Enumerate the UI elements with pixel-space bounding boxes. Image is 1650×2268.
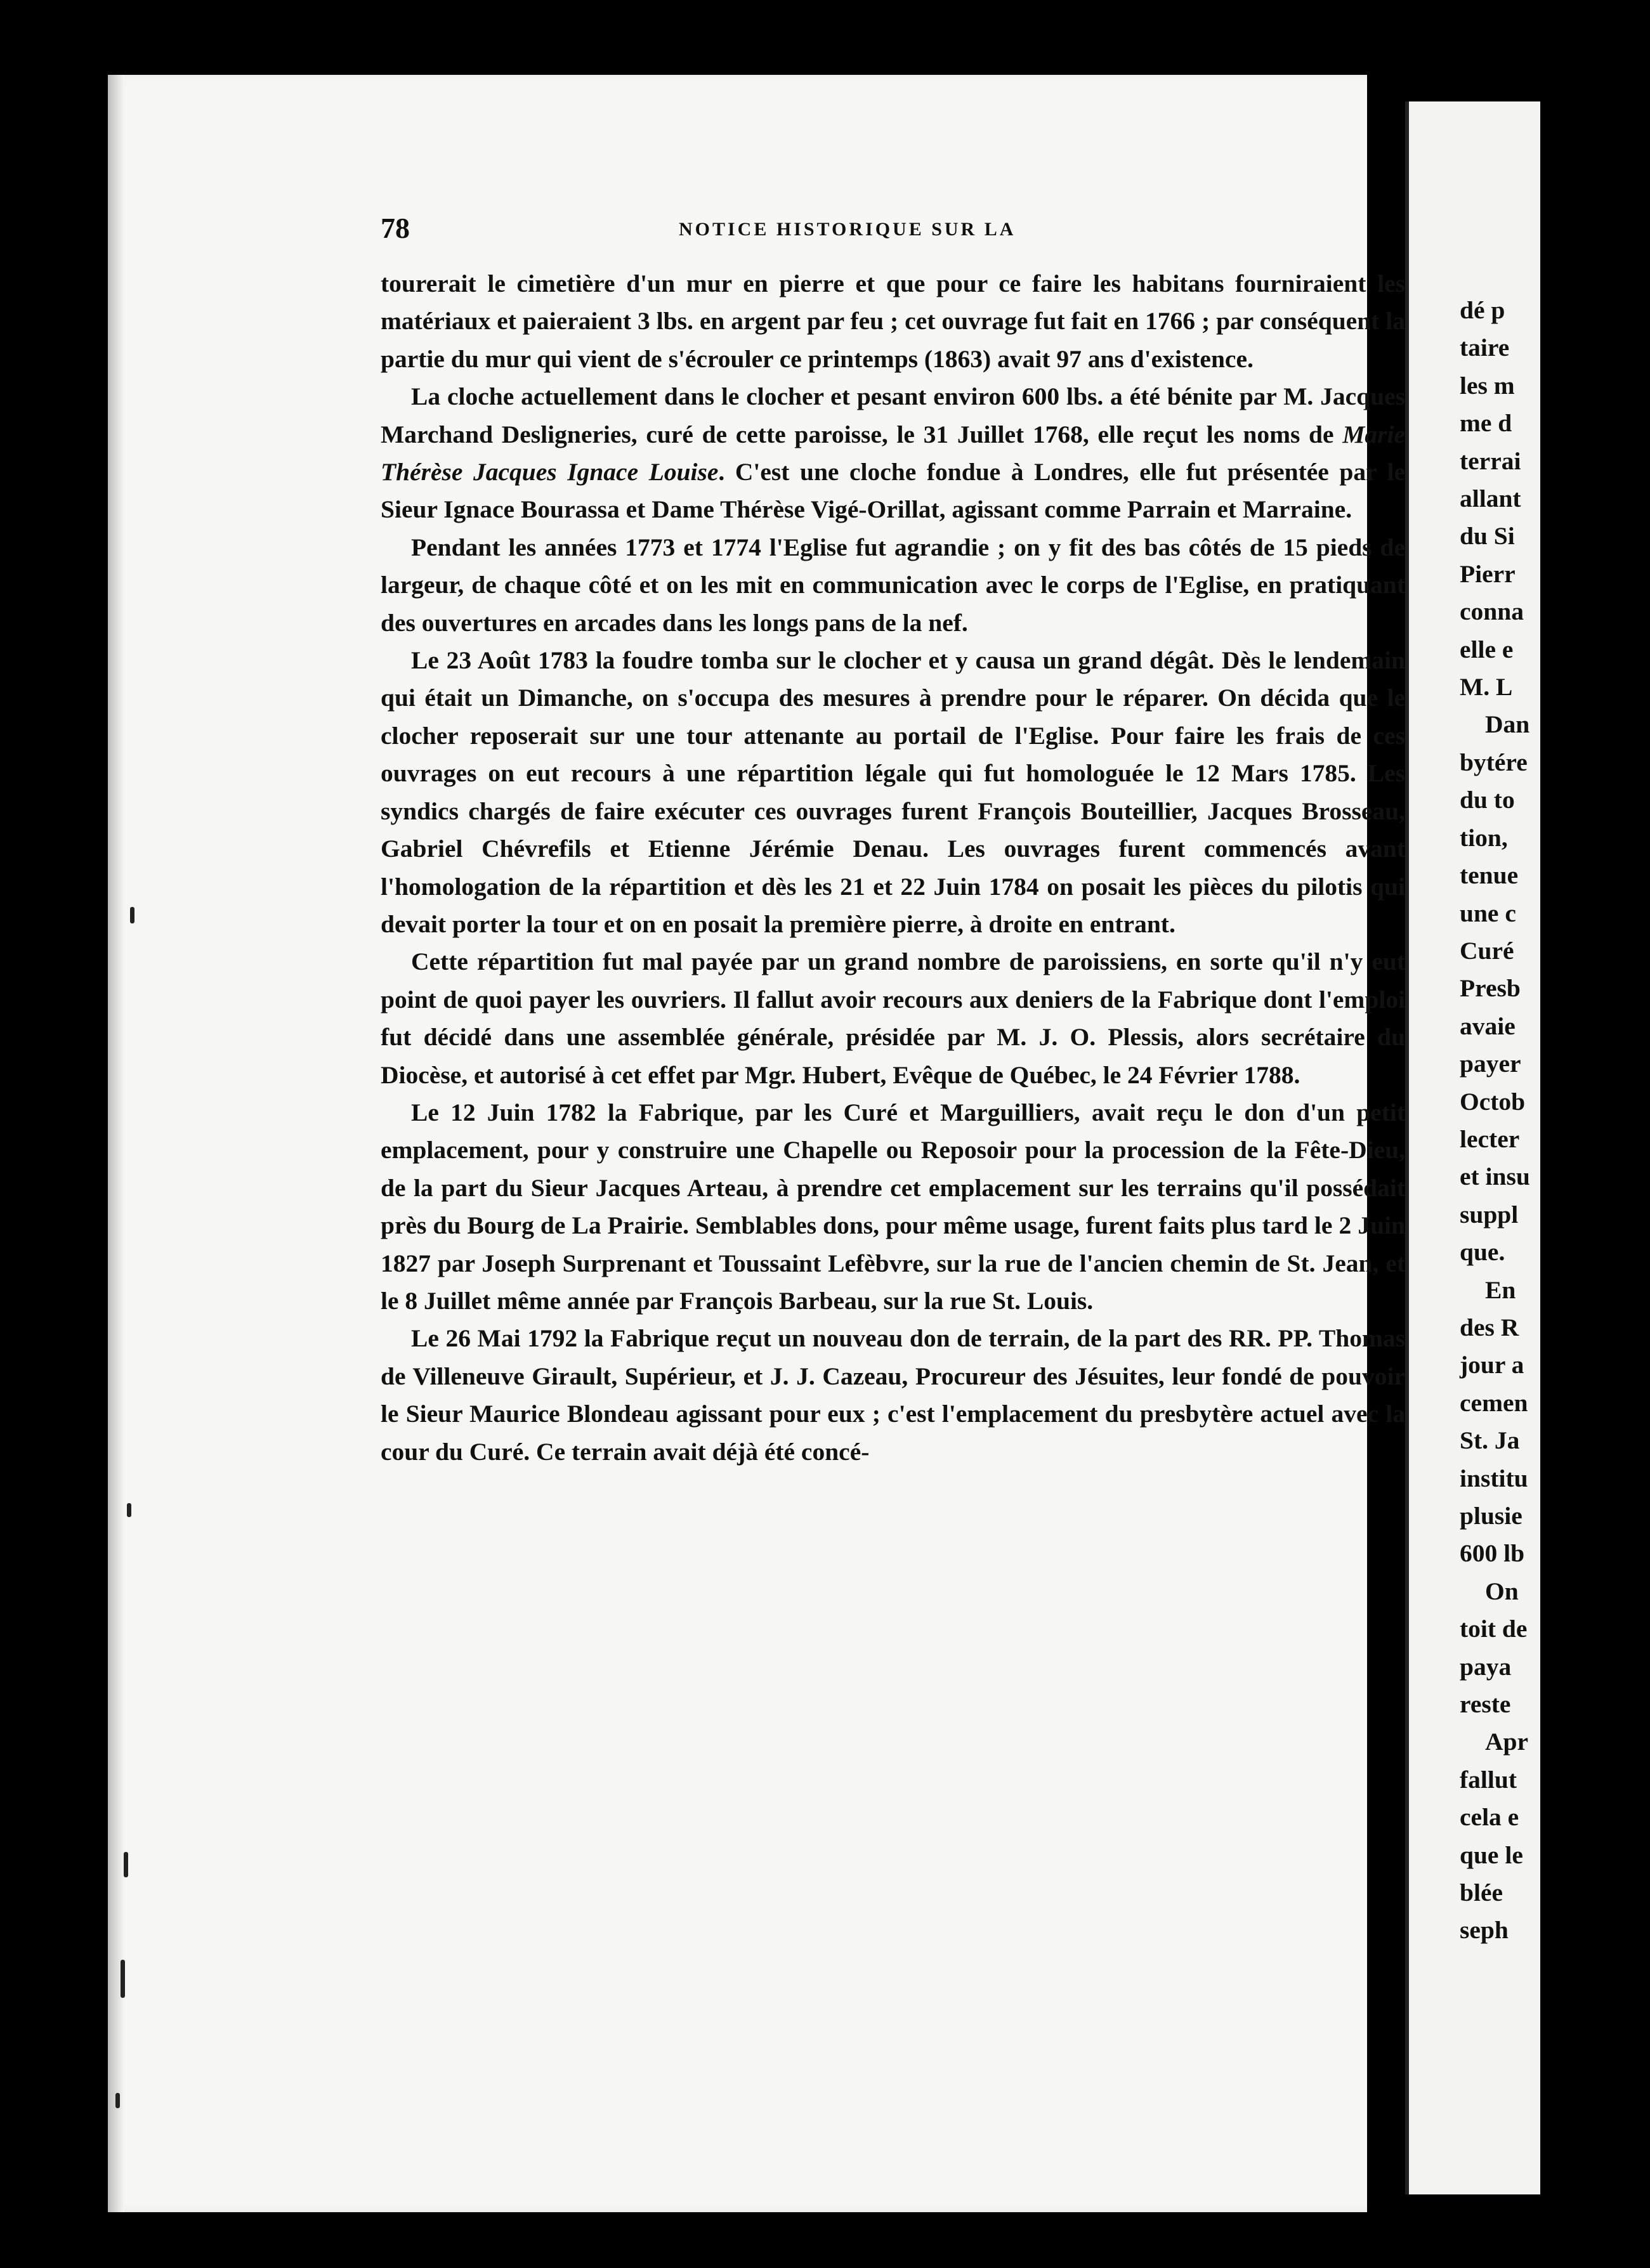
paragraph-text: Le 12 Juin 1782 la Fabrique, par les Curé et Marguilliers, avait reçu le don d'un petit emplacement, pour y construire une Chapelle ou Reposoir pour la procession de la Fête-Dieu, de la part du Sieur Jacques Arteau, à prendre cet emplacement sur les terrains qu'il possédait près du Bourg de La Prairie. Semblables dons, pour même usage, furent faits plus tard le 2 Juin 1827 par Joseph Surprenant et Toussaint Lefèbvre, sur la rue de l'ancien chemin de St. Jean, et le 8 Juillet même année par François Barbeau, sur la rue St. Louis. bbox=[381, 1098, 1405, 1315]
facing-line-fragment: dé p bbox=[1460, 296, 1505, 324]
facing-line-fragment: Pierr bbox=[1460, 559, 1516, 588]
facing-line-fragment: bytére bbox=[1460, 748, 1528, 776]
paragraph-text: Le 26 Mai 1792 la Fabrique reçut un nouveau don de terrain, de la part des RR. PP. Thomas de Villeneuve Girault, Supérieur, et J. J. Cazeau, Procureur des Jésuites, leur fondé de pouvoir le Sieur Maurice Blondeau agissant pour eux ; c'est l'emplacement du presbytère actuel avec la cour du Curé. Ce terrain avait déjà été concé- bbox=[381, 1324, 1405, 1466]
facing-line-fragment: Apr bbox=[1485, 1728, 1529, 1756]
paragraph bbox=[381, 943, 1405, 1094]
paragraph-text: Le 23 Août 1783 la foudre tomba sur le clocher et y causa un grand dégât. Dès le lendemain qui était un Dimanche, on s'occupa des mesures à prendre pour le réparer. On décida que le clocher reposerait sur une tour attenante au portail de l'Eglise. Pour faire les frais de ces ouvrages on eut recours à une répartition légale qui fut homologuée le 12 Mars 1785. Les syndics chargés de faire exécuter ces ouvrages furent François Bouteillier, Jacques Brosseau, Gabriel Chévrefils et Etienne Jérémie Denau. Les ouvrages furent commencés avant l'homologation de la répartition et dès les 21 et 22 Juin 1784 on posait les pièces du pilotis qui devait porter la tour et on en posait la première pierre, à droite en entrant. bbox=[381, 646, 1405, 938]
facing-line-fragment: lecter bbox=[1460, 1124, 1520, 1153]
facing-line-fragment: taire bbox=[1460, 334, 1510, 362]
facing-line-fragment: blée bbox=[1460, 1879, 1503, 1907]
facing-line-fragment: suppl bbox=[1460, 1200, 1519, 1228]
margin-mark bbox=[124, 1852, 128, 1877]
running-title: NOTICE HISTORIQUE SUR LA bbox=[679, 219, 1016, 240]
margin-mark bbox=[127, 1503, 131, 1517]
facing-line-fragment: conna bbox=[1460, 597, 1524, 626]
page-header bbox=[381, 211, 1408, 249]
page-number: 78 bbox=[381, 212, 410, 244]
facing-line-fragment: du Si bbox=[1460, 522, 1515, 551]
facing-line-fragment: plusie bbox=[1460, 1502, 1522, 1530]
facing-line-fragment: elle e bbox=[1460, 635, 1514, 663]
paragraph-text: La cloche actuellement dans le clocher et pesant environ 600 lbs. a été bénite par M. Jacques Marchand Desligneries, curé de cette paroisse, le 31 Juillet 1768, elle reçut les noms de bbox=[381, 382, 1405, 448]
facing-line-fragment: tion, bbox=[1460, 823, 1508, 852]
paragraph-text: Cette répartition fut mal payée par un grand nombre de paroissiens, en sorte qu'il n'y eut point de quoi payer les ouvriers. Il fallut avoir recours aux deniers de la Fabrique dont l'emploi fut décidé dans une assemblée générale, présidée par M. J. O. Plessis, alors secrétaire du Diocèse, et autorisé à cet effet par Mgr. Hubert, Evêque de Québec, le 24 Février 1788. bbox=[381, 948, 1405, 1089]
facing-line-fragment: allant bbox=[1460, 485, 1521, 513]
paragraph-text: . C'est une cloche fondue à Londres, elle fut présentée par le Sieur Ignace Bourassa et Dame Thérèse Vigé-Orillat, agissant comme Parrain et Marraine. bbox=[381, 458, 1405, 524]
page-edge-shadow bbox=[108, 75, 124, 2212]
facing-line-fragment: que le bbox=[1460, 1841, 1523, 1869]
facing-line-fragment: Presb bbox=[1460, 974, 1521, 1003]
margin-mark bbox=[115, 2093, 120, 2108]
facing-line-fragment: me d bbox=[1460, 409, 1512, 438]
facing-line-fragment: du to bbox=[1460, 786, 1515, 814]
paragraph bbox=[381, 1320, 1405, 1471]
facing-line-fragment: les m bbox=[1460, 371, 1515, 400]
facing-line-fragment: M. L bbox=[1460, 673, 1513, 701]
facing-line-fragment: En bbox=[1485, 1275, 1516, 1304]
facing-line-fragment: payer bbox=[1460, 1050, 1521, 1078]
margin-mark bbox=[121, 1960, 125, 1998]
book-page-left bbox=[108, 75, 1405, 2212]
margin-mark bbox=[130, 907, 134, 923]
facing-line-fragment: cemen bbox=[1460, 1388, 1528, 1417]
facing-line-fragment: paya bbox=[1460, 1652, 1512, 1681]
paragraph bbox=[381, 265, 1405, 378]
facing-line-fragment: une c bbox=[1460, 899, 1516, 927]
paragraph bbox=[381, 378, 1405, 529]
facing-line-fragment: des R bbox=[1460, 1313, 1519, 1341]
paragraph bbox=[381, 1094, 1405, 1320]
paragraph-text: Pendant les années 1773 et 1774 l'Eglise fut agrandie ; on y fit des bas côtés de 15 pieds de largeur, de chaque côté et on les mit en communication avec le corps de l'Eglise, en pratiquant des ouvertures en arcades dans les longs pans de la nef. bbox=[381, 533, 1405, 637]
facing-line-fragment: Dan bbox=[1485, 710, 1530, 739]
facing-line-fragment: St. Ja bbox=[1460, 1426, 1520, 1455]
facing-line-fragment: toit de bbox=[1460, 1615, 1528, 1643]
facing-line-fragment: institu bbox=[1460, 1464, 1528, 1492]
italic-text: Marie Thérèse Jacques Ignace Louise bbox=[381, 420, 1405, 486]
facing-line-fragment: Octob bbox=[1460, 1087, 1526, 1116]
body-text bbox=[381, 265, 1405, 1471]
facing-line-fragment: terrai bbox=[1460, 446, 1521, 475]
paragraph bbox=[381, 642, 1405, 943]
paragraph bbox=[381, 529, 1405, 642]
facing-line-fragment: On bbox=[1485, 1577, 1519, 1605]
facing-line-fragment: que. bbox=[1460, 1238, 1505, 1267]
facing-line-fragment: cela e bbox=[1460, 1803, 1519, 1832]
facing-page-text bbox=[1460, 292, 1650, 1950]
paragraph-text: tourerait le cimetière d'un mur en pierre et que pour ce faire les habitans fourniraient les matériaux et paieraient 3 lbs. en argent par feu ; cet ouvrage fut fait en 1766 ; par conséquent la partie du mur qui vient de s'écrouler ce printemps (1863) avait 97 ans d'existence. bbox=[381, 270, 1405, 373]
facing-line-fragment: et insu bbox=[1460, 1163, 1530, 1191]
facing-line-fragment: seph bbox=[1460, 1916, 1509, 1945]
book-page-right-facing bbox=[1405, 101, 1540, 2194]
facing-line-fragment: avaie bbox=[1460, 1012, 1516, 1040]
facing-line-fragment: tenue bbox=[1460, 861, 1519, 890]
facing-line-fragment: 600 lb bbox=[1460, 1539, 1525, 1568]
facing-line-fragment: reste bbox=[1460, 1690, 1511, 1719]
facing-line-fragment: Curé bbox=[1460, 936, 1514, 965]
facing-line-fragment: fallut bbox=[1460, 1765, 1517, 1794]
facing-line-fragment: jour a bbox=[1460, 1351, 1524, 1379]
